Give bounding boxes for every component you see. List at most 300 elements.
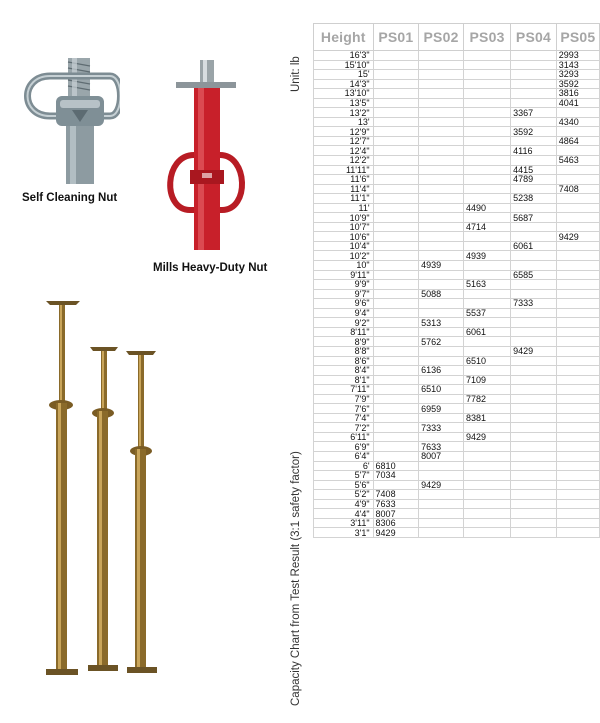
capacity-cell: [463, 299, 510, 309]
capacity-cell: [556, 127, 599, 137]
capacity-cell: [419, 127, 464, 137]
capacity-cell: [463, 337, 510, 347]
capacity-cell: [511, 366, 557, 376]
capacity-cell: [419, 184, 464, 194]
capacity-cell: [511, 289, 557, 299]
capacity-cell: [463, 270, 510, 280]
height-cell: 4'4": [314, 509, 374, 519]
table-row: [314, 175, 600, 185]
capacity-cell: [419, 232, 464, 242]
table-row: [314, 375, 600, 385]
capacity-cell: 4939: [419, 261, 464, 271]
capacity-cell: [556, 394, 599, 404]
capacity-cell: 6585: [511, 270, 557, 280]
capacity-cell: [419, 222, 464, 232]
capacity-cell: [511, 404, 557, 414]
table-row: [314, 156, 600, 166]
capacity-cell: [511, 251, 557, 261]
capacity-cell: [511, 308, 557, 318]
capacity-cell: [463, 175, 510, 185]
table-row: [314, 318, 600, 328]
height-cell: 11'4": [314, 184, 374, 194]
capacity-cell: 7633: [419, 442, 464, 452]
table-row: [314, 194, 600, 204]
capacity-cell: 3592: [556, 79, 599, 89]
height-cell: 8'4": [314, 366, 374, 376]
capacity-cell: [373, 442, 419, 452]
capacity-cell: [556, 356, 599, 366]
capacity-cell: [511, 222, 557, 232]
table-row: [314, 136, 600, 146]
capacity-cell: [419, 280, 464, 290]
height-cell: 7'2": [314, 423, 374, 433]
capacity-cell: [511, 356, 557, 366]
capacity-cell: [463, 366, 510, 376]
capacity-cell: [556, 222, 599, 232]
capacity-cell: [463, 261, 510, 271]
capacity-cell: 4864: [556, 136, 599, 146]
capacity-cell: [511, 79, 557, 89]
table-row: [314, 289, 600, 299]
capacity-cell: [463, 60, 510, 70]
capacity-cell: [511, 432, 557, 442]
capacity-cell: 9429: [511, 346, 557, 356]
capacity-cell: [419, 356, 464, 366]
height-cell: 13'5": [314, 98, 374, 108]
height-cell: 4'9": [314, 499, 374, 509]
table-row: [314, 346, 600, 356]
capacity-cell: [373, 165, 419, 175]
capacity-cell: [556, 241, 599, 251]
capacity-cell: [556, 509, 599, 519]
table-row: [314, 308, 600, 318]
capacity-cell: [419, 98, 464, 108]
capacity-cell: [419, 413, 464, 423]
capacity-cell: [511, 490, 557, 500]
capacity-cell: 9429: [463, 432, 510, 442]
capacity-cell: [556, 203, 599, 213]
table-row: [314, 89, 600, 99]
capacity-cell: [463, 385, 510, 395]
capacity-cell: [463, 108, 510, 118]
table-row: [314, 70, 600, 80]
capacity-cell: [373, 289, 419, 299]
capacity-cell: [463, 528, 510, 538]
capacity-cell: [511, 232, 557, 242]
capacity-cell: [556, 146, 599, 156]
capacity-cell: 9429: [373, 528, 419, 538]
capacity-cell: [511, 480, 557, 490]
height-cell: 9'2": [314, 318, 374, 328]
capacity-cell: 8007: [419, 451, 464, 461]
capacity-cell: [373, 394, 419, 404]
capacity-cell: [419, 146, 464, 156]
table-row: [314, 461, 600, 471]
capacity-cell: [556, 490, 599, 500]
capacity-cell: [556, 251, 599, 261]
capacity-cell: 6959: [419, 404, 464, 414]
height-cell: 13'2": [314, 108, 374, 118]
capacity-cell: [419, 394, 464, 404]
capacity-cell: [463, 518, 510, 528]
table-row: [314, 366, 600, 376]
height-cell: 10'7": [314, 222, 374, 232]
capacity-cell: [511, 261, 557, 271]
height-cell: 8'9": [314, 337, 374, 347]
capacity-cell: [463, 70, 510, 80]
capacity-cell: [556, 461, 599, 471]
height-cell: 6'11": [314, 432, 374, 442]
height-cell: 5'2": [314, 490, 374, 500]
capacity-cell: [556, 299, 599, 309]
height-cell: 11'6": [314, 175, 374, 185]
capacity-cell: [511, 203, 557, 213]
capacity-cell: [556, 518, 599, 528]
capacity-cell: [419, 213, 464, 223]
capacity-cell: [373, 213, 419, 223]
capacity-cell: [556, 346, 599, 356]
capacity-cell: 4789: [511, 175, 557, 185]
height-cell: 3'11": [314, 518, 374, 528]
capacity-cell: [463, 213, 510, 223]
capacity-cell: 4714: [463, 222, 510, 232]
table-row: [314, 251, 600, 261]
height-cell: 3'1": [314, 528, 374, 538]
capacity-cell: 2993: [556, 51, 599, 61]
capacity-cell: [419, 194, 464, 204]
capacity-cell: [419, 432, 464, 442]
capacity-cell: [556, 270, 599, 280]
capacity-cell: [373, 299, 419, 309]
capacity-cell: [419, 490, 464, 500]
capacity-cell: 5463: [556, 156, 599, 166]
capacity-cell: [373, 98, 419, 108]
capacity-cell: [419, 89, 464, 99]
capacity-cell: [463, 318, 510, 328]
table-row: [314, 280, 600, 290]
height-cell: 6': [314, 461, 374, 471]
capacity-cell: [463, 156, 510, 166]
capacity-cell: [511, 451, 557, 461]
capacity-cell: 5163: [463, 280, 510, 290]
capacity-cell: [419, 117, 464, 127]
height-cell: 14'3": [314, 79, 374, 89]
column-header-ps05: PS05: [556, 24, 599, 51]
capacity-cell: [373, 241, 419, 251]
capacity-cell: [511, 327, 557, 337]
capacity-cell: [373, 318, 419, 328]
capacity-cell: 4041: [556, 98, 599, 108]
table-row: [314, 499, 600, 509]
capacity-cell: [556, 404, 599, 414]
capacity-table: [313, 23, 600, 538]
capacity-cell: 7782: [463, 394, 510, 404]
height-cell: 11'1": [314, 194, 374, 204]
capacity-cell: [373, 451, 419, 461]
capacity-cell: 4939: [463, 251, 510, 261]
capacity-cell: [511, 89, 557, 99]
table-row: [314, 299, 600, 309]
capacity-cell: [419, 327, 464, 337]
capacity-cell: [373, 184, 419, 194]
height-cell: 8'8": [314, 346, 374, 356]
capacity-cell: [511, 442, 557, 452]
capacity-cell: 6510: [463, 356, 510, 366]
height-cell: 16'3": [314, 51, 374, 61]
capacity-cell: [511, 509, 557, 519]
capacity-cell: [511, 117, 557, 127]
height-cell: 10": [314, 261, 374, 271]
column-header-ps02: PS02: [419, 24, 464, 51]
capacity-cell: 7034: [373, 471, 419, 481]
capacity-cell: [419, 156, 464, 166]
capacity-cell: 6510: [419, 385, 464, 395]
capacity-cell: [463, 490, 510, 500]
capacity-cell: [373, 480, 419, 490]
height-cell: 15': [314, 70, 374, 80]
height-cell: 5'7": [314, 471, 374, 481]
table-row: [314, 108, 600, 118]
capacity-cell: 3293: [556, 70, 599, 80]
capacity-cell: [373, 270, 419, 280]
capacity-cell: [556, 289, 599, 299]
capacity-cell: [419, 79, 464, 89]
capacity-cell: [419, 136, 464, 146]
capacity-cell: [419, 375, 464, 385]
table-row: [314, 442, 600, 452]
capacity-cell: 7408: [373, 490, 419, 500]
capacity-cell: 7633: [373, 499, 419, 509]
capacity-cell: [463, 404, 510, 414]
capacity-cell: [373, 280, 419, 290]
height-cell: 11'11": [314, 165, 374, 175]
capacity-cell: [373, 60, 419, 70]
capacity-cell: [511, 156, 557, 166]
capacity-cell: 8381: [463, 413, 510, 423]
table-row: [314, 413, 600, 423]
capacity-cell: [373, 146, 419, 156]
capacity-cell: 8306: [373, 518, 419, 528]
height-cell: 12'9": [314, 127, 374, 137]
table-row: [314, 146, 600, 156]
capacity-cell: 7333: [419, 423, 464, 433]
capacity-cell: 3816: [556, 89, 599, 99]
height-cell: 9'6": [314, 299, 374, 309]
capacity-cell: [556, 528, 599, 538]
table-row: [314, 385, 600, 395]
table-row: [314, 327, 600, 337]
height-cell: 13'10": [314, 89, 374, 99]
capacity-cell: [419, 499, 464, 509]
height-cell: 9'7": [314, 289, 374, 299]
capacity-cell: [511, 423, 557, 433]
column-header-height: Height: [314, 24, 374, 51]
capacity-cell: [373, 337, 419, 347]
table-row: [314, 490, 600, 500]
height-cell: 7'4": [314, 413, 374, 423]
height-cell: 8'6": [314, 356, 374, 366]
capacity-cell: [373, 375, 419, 385]
capacity-cell: 9429: [419, 480, 464, 490]
capacity-cell: [373, 413, 419, 423]
capacity-cell: 4340: [556, 117, 599, 127]
capacity-cell: [463, 127, 510, 137]
capacity-cell: [419, 308, 464, 318]
capacity-cell: [463, 98, 510, 108]
capacity-cell: [511, 499, 557, 509]
capacity-cell: [419, 60, 464, 70]
capacity-cell: 7333: [511, 299, 557, 309]
height-cell: 8'1": [314, 375, 374, 385]
capacity-cell: [556, 442, 599, 452]
capacity-cell: 5687: [511, 213, 557, 223]
capacity-cell: [373, 432, 419, 442]
capacity-cell: [556, 213, 599, 223]
capacity-cell: 5537: [463, 308, 510, 318]
capacity-cell: [373, 404, 419, 414]
capacity-cell: [511, 98, 557, 108]
capacity-cell: [373, 108, 419, 118]
capacity-cell: [556, 108, 599, 118]
height-cell: 10'9": [314, 213, 374, 223]
capacity-cell: [556, 451, 599, 461]
capacity-cell: [463, 289, 510, 299]
capacity-cell: [463, 165, 510, 175]
capacity-cell: [556, 480, 599, 490]
capacity-cell: [373, 203, 419, 213]
capacity-cell: [419, 270, 464, 280]
table-row: [314, 394, 600, 404]
height-cell: 9'4": [314, 308, 374, 318]
height-cell: 7'6": [314, 404, 374, 414]
capacity-cell: 7109: [463, 375, 510, 385]
capacity-cell: 5238: [511, 194, 557, 204]
capacity-cell: [419, 51, 464, 61]
table-row: [314, 222, 600, 232]
table-row: [314, 203, 600, 213]
capacity-cell: [463, 136, 510, 146]
capacity-cell: 6136: [419, 366, 464, 376]
capacity-cell: [373, 385, 419, 395]
capacity-cell: [463, 51, 510, 61]
capacity-cell: [511, 461, 557, 471]
height-cell: 8'11": [314, 327, 374, 337]
height-cell: 12'7": [314, 136, 374, 146]
table-row: [314, 528, 600, 538]
capacity-cell: [511, 337, 557, 347]
capacity-cell: 4490: [463, 203, 510, 213]
table-row: [314, 213, 600, 223]
capacity-cell: [511, 528, 557, 538]
height-cell: 10'6": [314, 232, 374, 242]
capacity-cell: [373, 222, 419, 232]
table-row: [314, 117, 600, 127]
capacity-cell: [463, 461, 510, 471]
height-cell: 10'2": [314, 251, 374, 261]
capacity-cell: [511, 280, 557, 290]
capacity-cell: [511, 70, 557, 80]
table-row: [314, 241, 600, 251]
capacity-cell: [511, 394, 557, 404]
table-row: [314, 184, 600, 194]
table-row: [314, 509, 600, 519]
table-row: [314, 337, 600, 347]
table-row: [314, 423, 600, 433]
capacity-cell: [419, 299, 464, 309]
capacity-cell: [556, 261, 599, 271]
capacity-cell: [463, 89, 510, 99]
capacity-cell: [373, 89, 419, 99]
capacity-cell: [419, 175, 464, 185]
table-row: [314, 432, 600, 442]
capacity-cell: [511, 413, 557, 423]
table-row: [314, 471, 600, 481]
capacity-cell: [419, 346, 464, 356]
height-cell: 13': [314, 117, 374, 127]
capacity-cell: 9429: [556, 232, 599, 242]
capacity-cell: [556, 375, 599, 385]
capacity-cell: [373, 232, 419, 242]
capacity-cell: 7408: [556, 184, 599, 194]
capacity-cell: [556, 432, 599, 442]
mills-nut-caption: Mills Heavy-Duty Nut: [153, 262, 268, 274]
capacity-cell: [419, 471, 464, 481]
capacity-cell: [556, 413, 599, 423]
capacity-cell: 3143: [556, 60, 599, 70]
capacity-cell: [463, 480, 510, 490]
capacity-cell: [556, 423, 599, 433]
column-header-ps04: PS04: [511, 24, 557, 51]
capacity-cell: [419, 108, 464, 118]
capacity-cell: [556, 318, 599, 328]
capacity-cell: [556, 327, 599, 337]
table-header-row: [314, 24, 600, 51]
capacity-cell: [463, 184, 510, 194]
height-cell: 12'4": [314, 146, 374, 156]
capacity-cell: [373, 327, 419, 337]
capacity-cell: [556, 366, 599, 376]
capacity-cell: [373, 356, 419, 366]
capacity-cell: [556, 471, 599, 481]
capacity-cell: [463, 499, 510, 509]
height-cell: 7'9": [314, 394, 374, 404]
capacity-cell: [463, 423, 510, 433]
height-cell: 9'9": [314, 280, 374, 290]
capacity-cell: [373, 156, 419, 166]
column-header-ps01: PS01: [373, 24, 419, 51]
capacity-cell: [373, 308, 419, 318]
capacity-cell: [373, 346, 419, 356]
capacity-cell: 4116: [511, 146, 557, 156]
capacity-cell: [373, 70, 419, 80]
capacity-cell: [373, 79, 419, 89]
table-row: [314, 127, 600, 137]
capacity-cell: [373, 366, 419, 376]
capacity-cell: [419, 461, 464, 471]
capacity-cell: [373, 423, 419, 433]
table-row: [314, 232, 600, 242]
table-row: [314, 451, 600, 461]
capacity-cell: 5313: [419, 318, 464, 328]
capacity-cell: [463, 451, 510, 461]
table-body: [314, 51, 600, 538]
capacity-cell: [373, 51, 419, 61]
capacity-cell: [373, 136, 419, 146]
capacity-cell: 3367: [511, 108, 557, 118]
table-row: [314, 261, 600, 271]
table-row: [314, 98, 600, 108]
capacity-cell: [511, 375, 557, 385]
